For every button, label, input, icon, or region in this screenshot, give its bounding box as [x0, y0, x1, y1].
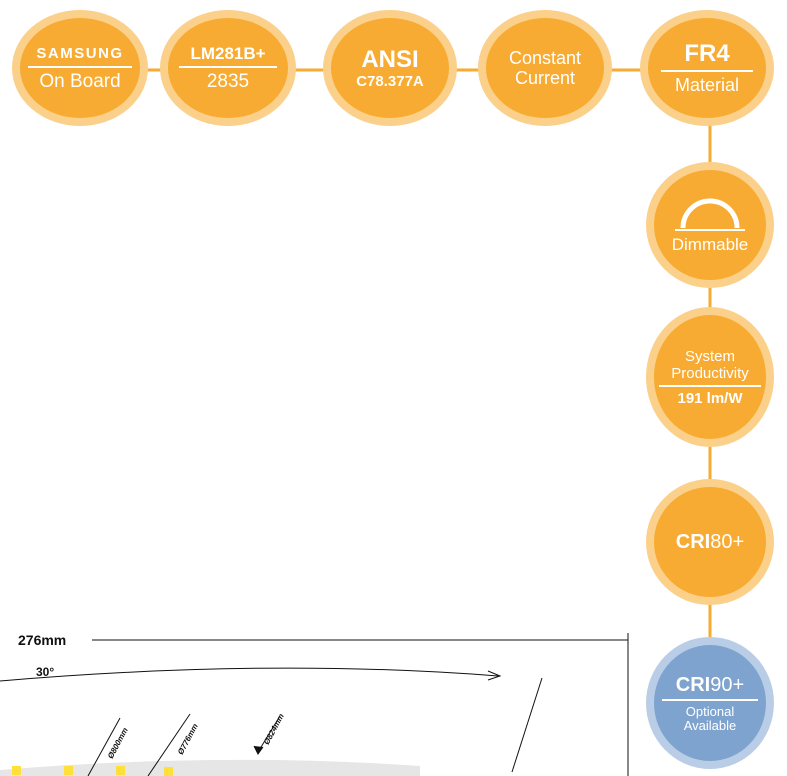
- lm281b-label: LM281B+: [190, 44, 266, 63]
- diameter-label: Ø800mm: [106, 726, 130, 761]
- led-chip: [12, 766, 21, 775]
- cri90-bold: CRI: [675, 673, 711, 696]
- diameter-label: Ø776mm: [176, 722, 200, 757]
- samsung-logo: SAMSUNG: [36, 45, 124, 62]
- ansi-standard-label: C78.377A: [356, 72, 424, 90]
- available-label: Available: [683, 717, 737, 733]
- cri80-value: 80+: [710, 531, 745, 553]
- led-chip: [164, 767, 173, 776]
- material-label: Material: [674, 75, 740, 95]
- system-label: System: [684, 347, 735, 365]
- optional-label: Optional: [685, 703, 735, 719]
- efficacy-value: 191 lm/W: [677, 389, 743, 407]
- lm281b-package-label: 2835: [206, 71, 250, 92]
- current-label: Current: [514, 68, 576, 88]
- fr4-label: FR4: [684, 40, 730, 67]
- cri90-value: 90+: [710, 673, 745, 696]
- constant-label: Constant: [508, 48, 582, 68]
- dimmable-label: Dimmable: [671, 234, 749, 254]
- led-chip: [116, 766, 125, 775]
- diameter-label: Ø824mm: [262, 712, 286, 747]
- productivity-label: Productivity: [671, 364, 749, 382]
- led-chip: [64, 766, 73, 775]
- ansi-label: ANSI: [361, 45, 419, 73]
- strip-length-label: 276mm: [18, 632, 67, 648]
- samsung-on-board-label: On Board: [39, 71, 121, 92]
- cri80-bold: CRI: [675, 531, 711, 553]
- bend-angle-label: 30°: [36, 665, 55, 679]
